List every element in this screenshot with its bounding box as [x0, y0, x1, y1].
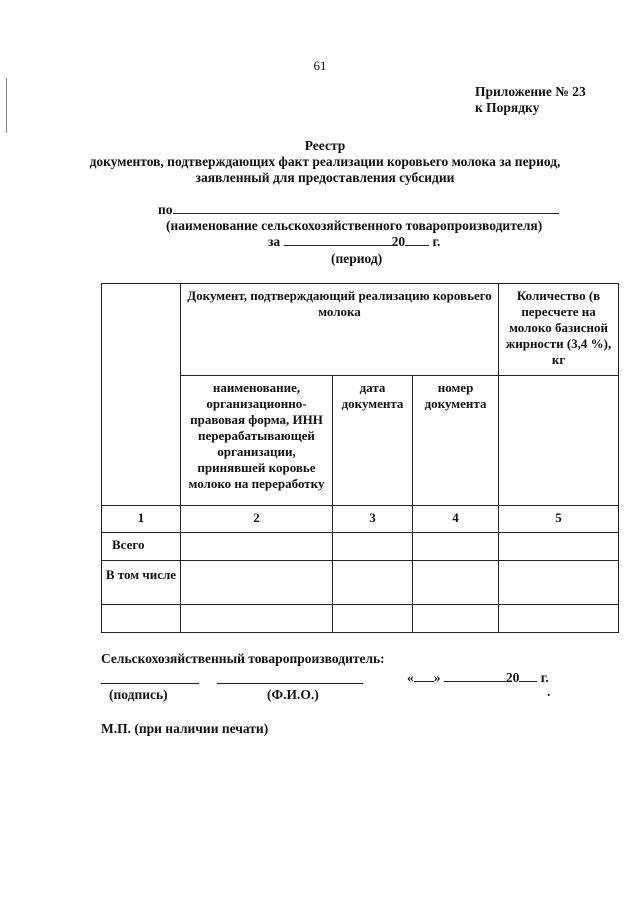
subheader-quantity-empty — [499, 376, 619, 506]
date-year-blank[interactable] — [519, 670, 537, 682]
table-cell[interactable] — [413, 561, 499, 605]
subheader-number: номер документа — [413, 376, 499, 506]
table-row-total — [102, 533, 619, 561]
period-year-prefix: 20 — [391, 234, 406, 249]
column-number-row — [102, 506, 619, 533]
date-line — [407, 670, 549, 686]
date-open-quote: « — [407, 670, 414, 685]
period-year-suffix: г. — [432, 234, 441, 249]
table-header-row — [102, 284, 619, 376]
date-year-suffix: г. — [540, 670, 549, 685]
date-year-prefix: 20 — [505, 670, 520, 685]
title-line-2: документов, подтверждающих факт реализации коровьего молока за период, — [89, 154, 561, 169]
column-number: 5 — [499, 506, 619, 533]
row-including-label: В том числе — [102, 561, 181, 605]
header-document: Документ, подтверждающий реализацию коровьего молока — [181, 284, 499, 376]
appendix-note — [475, 84, 625, 116]
table-row-including — [102, 561, 619, 605]
header-quantity: Количество (в пересчете на молоко базисной жирности (3,4 %), кг — [499, 284, 619, 376]
header-empty-cell — [102, 284, 181, 506]
row-total-label: Всего — [102, 533, 181, 561]
table-cell[interactable] — [413, 605, 499, 633]
table-cell[interactable] — [333, 561, 413, 605]
period-blank[interactable] — [284, 234, 392, 246]
appendix-line-2: к Порядку — [475, 100, 540, 115]
appendix-line-1: Приложение № 23 — [475, 84, 586, 99]
subheader-name: наименование, организационно-правовая форма, ИНН перерабатывающей организации, принявшей коровье молоко на переработку — [181, 376, 333, 506]
table-row-empty — [102, 605, 619, 633]
margin-mark — [6, 78, 7, 133]
producer-blank[interactable] — [173, 202, 559, 214]
signature-dot: . — [547, 684, 551, 699]
column-number: 4 — [413, 506, 499, 533]
registry-table — [101, 283, 619, 633]
table-cell[interactable] — [499, 605, 619, 633]
table-cell[interactable] — [499, 533, 619, 561]
date-month-blank[interactable] — [444, 670, 506, 682]
table-cell[interactable] — [102, 605, 181, 633]
document-title — [60, 138, 590, 186]
date-close-quote: » — [433, 670, 441, 685]
table-cell[interactable] — [181, 605, 333, 633]
period-prefix: за — [268, 234, 281, 249]
period-caption: (период) — [331, 251, 383, 266]
table-cell[interactable] — [181, 533, 333, 561]
column-number: 3 — [333, 506, 413, 533]
table-cell[interactable] — [333, 605, 413, 633]
title-line-1: Реестр — [304, 138, 346, 153]
page-number: 61 — [313, 58, 327, 73]
producer-caption: (наименование сельскохозяйственного товаропроизводителя) — [166, 218, 543, 233]
producer-prefix: по — [158, 202, 173, 217]
column-number: 2 — [181, 506, 333, 533]
name-blank[interactable] — [217, 683, 363, 684]
caption-full-name: (Ф.И.О.) — [267, 687, 319, 702]
table-cell[interactable] — [499, 561, 619, 605]
table-cell[interactable] — [333, 533, 413, 561]
date-day-blank[interactable] — [414, 670, 434, 682]
table-cell[interactable] — [413, 533, 499, 561]
period-line — [268, 234, 440, 250]
stamp-note: М.П. (при наличии печати) — [101, 721, 269, 736]
table-cell[interactable] — [181, 561, 333, 605]
caption-signature: (подпись) — [109, 687, 168, 702]
producer-line — [158, 202, 559, 218]
column-number: 1 — [102, 506, 181, 533]
period-year-blank[interactable] — [405, 234, 429, 246]
subheader-date: дата документа — [333, 376, 413, 506]
signature-blank[interactable] — [101, 683, 199, 684]
title-line-3: заявленный для предоставления субсидии — [195, 170, 455, 185]
signature-label: Сельскохозяйственный товаропроизводитель: — [101, 651, 385, 666]
